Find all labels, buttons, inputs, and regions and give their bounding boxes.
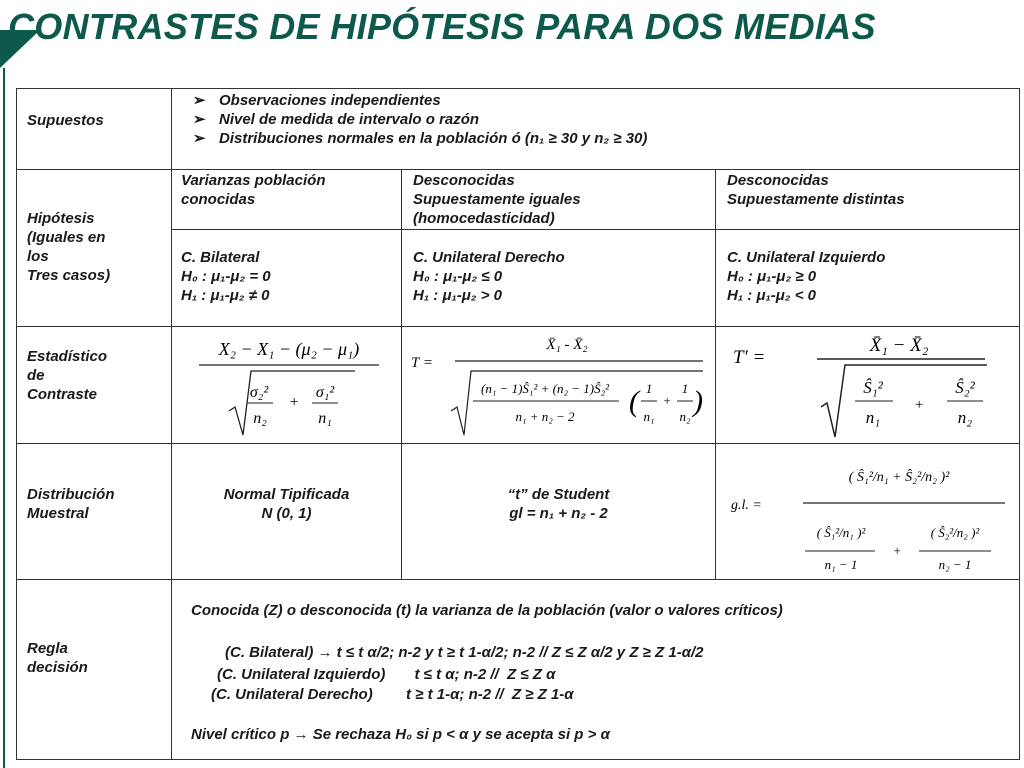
text-line: Desconocidas xyxy=(727,172,829,189)
hypothesis-table xyxy=(16,88,1020,760)
formula-text: T′ = xyxy=(733,347,766,368)
row-divider xyxy=(171,229,1019,230)
list-item: ➢ Nivel de medida de intervalo o razón xyxy=(193,110,1013,129)
case-unilateral-izquierdo xyxy=(727,248,1017,305)
paren-close: ) xyxy=(693,385,703,418)
list-item: ➢ Observaciones independientes xyxy=(193,91,1013,110)
formula-text: 1 xyxy=(645,381,653,396)
text-line: C. Bilateral xyxy=(181,249,260,266)
label-line: decisión xyxy=(27,659,88,676)
text-line: H₁ : μ₁-μ₂ < 0 xyxy=(727,287,816,304)
formula-text: n₁ xyxy=(865,408,881,427)
formula-text: n₁ xyxy=(318,410,332,427)
supuestos-list-wrap xyxy=(193,91,1013,148)
label-line: los xyxy=(27,248,49,265)
formula-text: σ₁² xyxy=(315,384,335,401)
text-line: H₁ : μ₁-μ₂ ≠ 0 xyxy=(181,287,270,304)
formula-t xyxy=(407,331,712,441)
paren-open: ( xyxy=(629,385,639,418)
formula-text: 1 xyxy=(681,381,689,396)
text-line: Normal Tipificada xyxy=(223,486,350,503)
label-line: Hipótesis xyxy=(27,210,95,227)
formula-text: (n₁ − 1)Ŝ₁² + (n₂ − 1)Ŝ₂² xyxy=(480,381,610,396)
label-line: (Iguales en xyxy=(27,229,106,246)
case-unilateral-derecho xyxy=(413,248,713,305)
formula-t-prime xyxy=(721,329,1017,441)
col-divider xyxy=(715,169,716,579)
text-line: Varianzas población xyxy=(181,172,326,189)
text-line: Desconocidas xyxy=(413,172,515,189)
text-line: H₀ : μ₁-μ₂ ≤ 0 xyxy=(413,268,503,285)
formula-text: n₂ xyxy=(679,409,691,424)
supuestos-list xyxy=(193,91,1013,148)
label-line: Distribución xyxy=(27,486,115,503)
label-supuestos: Supuestos xyxy=(27,112,104,129)
row-divider xyxy=(17,579,1019,580)
label-line: Muestral xyxy=(27,505,89,522)
list-item: ➢ Distribuciones normales en la población ó (n₁ ≥ 30 y n₂ ≥ 30) xyxy=(193,129,1013,148)
text-line: H₁ : μ₁-μ₂ > 0 xyxy=(413,287,502,304)
formula-gl xyxy=(721,447,1017,577)
left-accent-line xyxy=(3,68,5,768)
regla-line-2: (C. Bilateral) → t ≤ t α/2; n-2 y t ≥ t 1-α/2; n-2 // Z ≤ Z α/2 y Z ≥ Z 1-α/2 xyxy=(225,644,704,661)
text-line: Supuestamente iguales xyxy=(413,191,581,208)
formula-text: X̄₁ - X̄₂ xyxy=(546,337,588,353)
formula-text: ( Ŝ₁²/n₁ + Ŝ₂²/n₂ )² xyxy=(848,470,950,485)
formula-text: Ŝ₂² xyxy=(955,378,975,397)
formula-z xyxy=(177,333,397,439)
label-line: Estadístico xyxy=(27,348,108,365)
formula-text: n₂ xyxy=(957,408,973,427)
regla-line-3: (C. Unilateral Izquierdo) t ≤ t α; n-2 // Z ≤ Z α xyxy=(217,666,556,683)
formula-text: n₂ xyxy=(253,410,267,427)
label-hipotesis xyxy=(27,209,172,285)
formula-text: n₁ − 1 xyxy=(824,557,858,572)
formula-text: T = xyxy=(411,355,433,371)
label-line: Contraste xyxy=(27,386,98,403)
label-line: Regla xyxy=(27,640,68,657)
regla-line-5: Nivel crítico p → Se rechaza H₀ si p < α y se acepta si p > α xyxy=(191,726,610,743)
text-line: H₀ : μ₁-μ₂ ≥ 0 xyxy=(727,268,817,285)
formula-text: X̄₁ − X̄₂ xyxy=(869,335,929,356)
label-distribucion xyxy=(27,485,172,523)
formula-text: n₁ + n₂ − 2 xyxy=(515,409,575,424)
formula-text: σ₂² xyxy=(249,384,269,401)
plus-sign: + xyxy=(892,543,902,558)
dist-normal xyxy=(172,485,401,523)
hip-col-conocidas xyxy=(181,171,396,209)
text-line: H₀ : μ₁-μ₂ = 0 xyxy=(181,268,271,285)
text-line: C. Unilateral Derecho xyxy=(413,249,565,266)
formula-text: ( Ŝ₁²/n₁ )² xyxy=(816,525,866,540)
text-line: conocidas xyxy=(181,191,256,208)
label-estadistico xyxy=(27,347,172,404)
formula-text: X₂ − X₁ − (μ₂ − μ₁) xyxy=(218,339,360,359)
text-line: N (0, 1) xyxy=(261,505,312,522)
label-line: de xyxy=(27,367,45,384)
text-line: “t” de Student xyxy=(507,486,610,503)
page-title: CONTRASTES DE HIPÓTESIS PARA DOS MEDIAS xyxy=(8,6,876,47)
label-regla xyxy=(27,639,172,677)
formula-text: ( Ŝ₂²/n₂ )² xyxy=(930,525,980,540)
plus-sign: + xyxy=(913,397,925,413)
text-line: C. Unilateral Izquierdo xyxy=(727,249,886,266)
plus-sign: + xyxy=(288,394,300,411)
formula-text: n₁ xyxy=(643,409,655,424)
label-line: Tres casos) xyxy=(27,267,111,284)
plus-sign: + xyxy=(662,393,672,408)
row-divider xyxy=(17,326,1019,327)
hip-col-iguales xyxy=(413,171,713,228)
regla-line-4: (C. Unilateral Derecho) t ≥ t 1-α; n-2 // Z ≥ Z 1-α xyxy=(211,686,574,703)
text-line: (homocedasticidad) xyxy=(413,210,555,227)
hip-col-distintas xyxy=(727,171,1017,209)
case-bilateral xyxy=(181,248,396,305)
formula-text: g.l. = xyxy=(731,498,762,513)
formula-text: Ŝ₁² xyxy=(863,378,883,397)
row-divider xyxy=(17,443,1019,444)
formula-text: n₂ − 1 xyxy=(938,557,972,572)
dist-student xyxy=(402,485,715,523)
regla-line-1: Conocida (Z) o desconocida (t) la varianza de la población (valor o valores críticos) xyxy=(191,602,783,619)
row-divider xyxy=(17,169,1019,170)
text-line: Supuestamente distintas xyxy=(727,191,905,208)
text-line: gl = n₁ + n₂ - 2 xyxy=(509,505,608,522)
